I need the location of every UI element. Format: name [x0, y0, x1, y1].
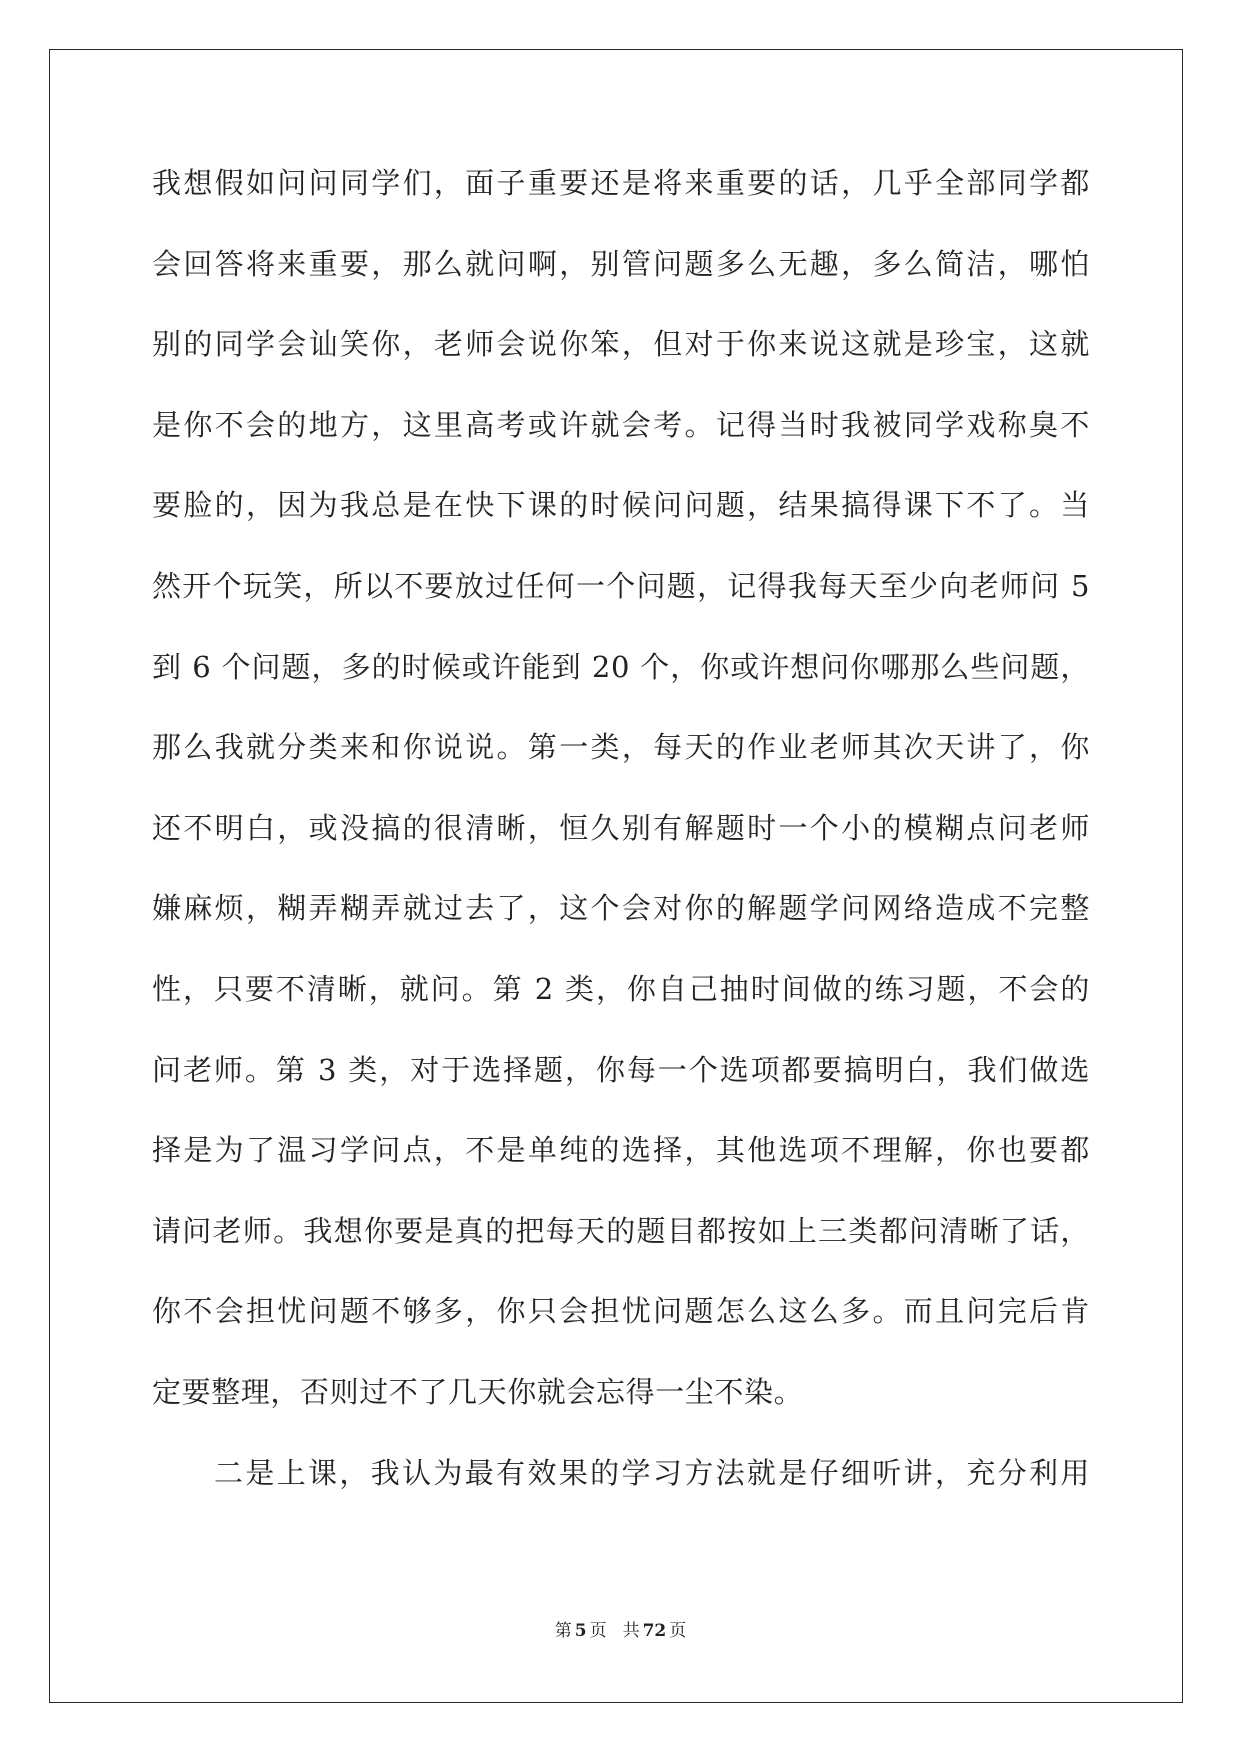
text-line: 择是为了温习学问点，不是单纯的选择，其他选项不理解，你也要都	[152, 1133, 1090, 1168]
text-line: 到 6 个问题，多的时候或许能到 20 个，你或许想问你哪那么些问题，	[152, 649, 1090, 684]
text-line: 我想假如问问同学们，面子重要还是将来重要的话，几乎全部同学都	[152, 166, 1090, 200]
text-line: 要脸的，因为我总是在快下课的时候问问题，结果搞得课下不了。当	[152, 488, 1090, 523]
page-suffix: 页	[589, 1621, 607, 1641]
paragraph-start-line: 二是上课，我认为最有效果的学习方法就是仔细听讲，充分利用	[214, 1455, 1090, 1490]
text-line: 请问老师。我想你要是真的把每天的题目都按如上三类都问清晰了话，	[152, 1213, 1090, 1248]
text-line: 你不会担忧问题不够多，你只会担忧问题怎么这么多。而且问完后肯	[152, 1294, 1090, 1329]
body-text	[152, 162, 1090, 1532]
text-line: 那么我就分类来和你说说。第一类，每天的作业老师其次天讲了，你	[152, 730, 1090, 765]
text-line: 性，只要不清晰，就问。第 2 类，你自己抽时间做的练习题，不会的	[152, 971, 1090, 1006]
page-prefix: 第	[554, 1621, 572, 1641]
text-line: 然开个玩笑，所以不要放过任何一个问题，记得我每天至少向老师问 5	[152, 568, 1090, 603]
text-line: 别的同学会讪笑你，老师会说你笨，但对于你来说这就是珍宝，这就	[152, 327, 1090, 362]
text-line: 会回答将来重要，那么就问啊，别管问题多么无趣，多么简洁，哪怕	[152, 246, 1090, 281]
text-line: 问老师。第 3 类，对于选择题，你每一个选项都要搞明白，我们做选	[152, 1052, 1090, 1087]
total-prefix: 共	[622, 1621, 640, 1641]
text-line: 嫌麻烦，糊弄糊弄就过去了，这个会对你的解题学问网络造成不完整	[152, 891, 1090, 926]
page-footer	[0, 1620, 1241, 1642]
total-suffix: 页	[669, 1621, 687, 1641]
page-number: 5	[574, 1621, 587, 1641]
text-line: 定要整理，否则过不了几天你就会忘得一尘不染。	[152, 1374, 804, 1409]
total-pages: 72	[642, 1621, 667, 1641]
text-line: 还不明白，或没搞的很清晰，恒久别有解题时一个小的模糊点问老师	[152, 810, 1090, 845]
text-line: 是你不会的地方，这里高考或许就会考。记得当时我被同学戏称臭不	[152, 407, 1090, 442]
